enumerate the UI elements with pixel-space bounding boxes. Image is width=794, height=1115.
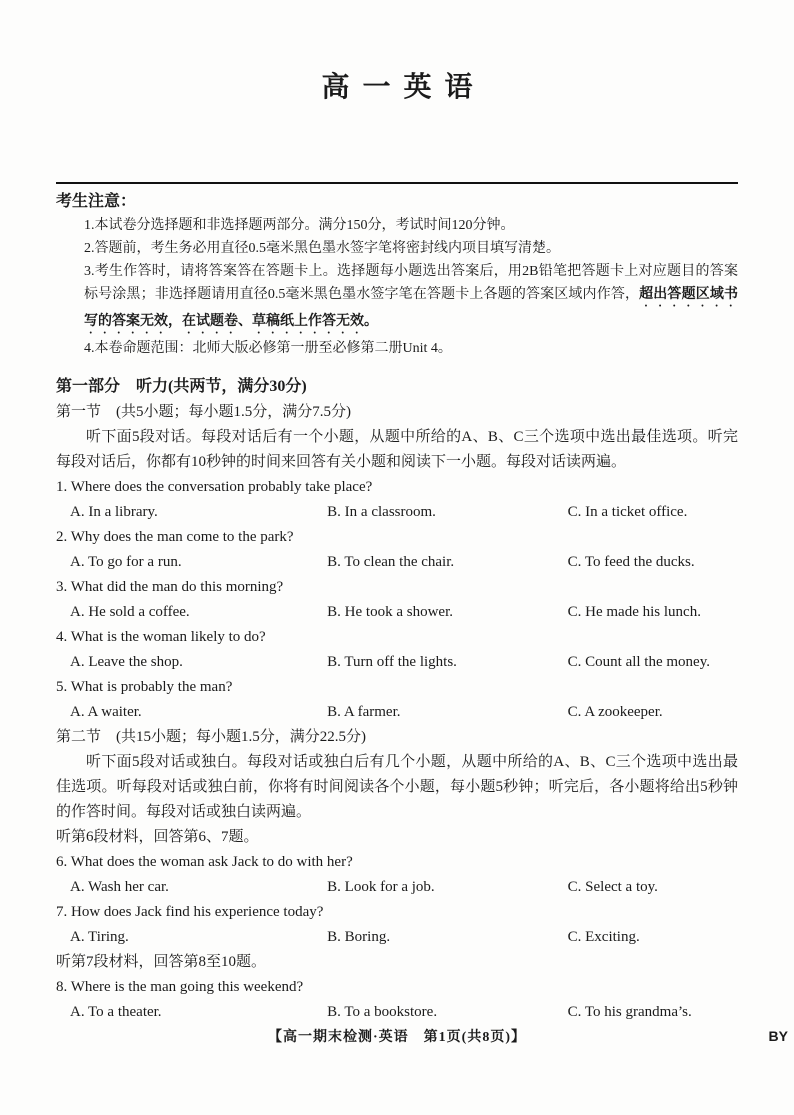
question-5-options — [56, 700, 738, 725]
notice-item-3-text: 3.考生作答时，请将答案答在答题卡上。选择题每小题选出答案后，用2B铅笔把答题卡上对应题目的答案标号涂黑；非选择题请用直径0.5毫米黑色墨水签字笔在答题卡上各题的答案区域内作答， — [84, 264, 738, 302]
question-6-option-b: B. Look for a job. — [327, 879, 435, 895]
question-6-option-a: A. Wash her car. — [70, 879, 169, 895]
question-7-option-c: C. Exciting. — [567, 929, 640, 945]
question-6 — [56, 850, 738, 900]
question-2-stem: 2. Why does the man come to the park? — [56, 529, 294, 545]
question-7 — [56, 900, 738, 950]
question-4-stem: 4. What is the woman likely to do? — [56, 629, 266, 645]
question-8-option-a: A. To a theater. — [70, 1004, 162, 1020]
question-2 — [56, 525, 738, 575]
question-6-stem: 6. What does the woman ask Jack to do with her? — [56, 854, 353, 870]
question-4-option-c: C. Count all the money. — [567, 654, 710, 670]
question-3-options — [56, 600, 738, 625]
question-8-options — [56, 1000, 738, 1025]
question-1-option-b: B. In a classroom. — [327, 504, 436, 520]
question-4-options — [56, 650, 738, 675]
question-5 — [56, 675, 738, 725]
notice-item-3-emphasis: 超出答题区域书写的答案无效，在试题卷、草稿纸上作答无效。 — [84, 287, 739, 329]
question-2-option-a: A. To go for a run. — [70, 554, 182, 570]
question-8 — [56, 975, 738, 1025]
question-8-option-c: C. To his grandma’s. — [567, 1004, 692, 1020]
question-3 — [56, 575, 738, 625]
question-1-stem: 1. Where does the conversation probably take place? — [56, 479, 373, 495]
notice-heading: 考生注意： — [56, 193, 137, 210]
notice-item-2: 2.答题前，考生务必用直径0.5毫米黑色墨水签字笔将密封线内项目填写清楚。 — [84, 241, 560, 256]
question-4-option-b: B. Turn off the lights. — [327, 654, 457, 670]
material-6-line: 听第6段材料，回答第6、7题。 — [56, 829, 259, 845]
material-7-line: 听第7段材料，回答第8至10题。 — [56, 954, 267, 970]
question-8-option-b: B. To a bookstore. — [327, 1004, 438, 1020]
footer-code: BY — [768, 1028, 788, 1044]
question-7-option-b: B. Boring. — [327, 929, 391, 945]
question-2-options — [56, 550, 738, 575]
notice-item-3 — [84, 260, 738, 337]
question-3-option-c: C. He made his lunch. — [567, 604, 701, 620]
question-1 — [56, 475, 738, 525]
section2-heading: 第二节 (共15小题；每小题1.5分，满分22.5分) — [56, 729, 366, 745]
part1-heading: 第一部分 听力(共两节，满分30分) — [56, 378, 307, 395]
question-7-option-a: A. Tiring. — [70, 929, 129, 945]
section2-instructions: 听下面5段对话或独白。每段对话或独白后有几个小题，从题中所给的A、B、C三个选项中选出最佳选项。听每段对话或独白前，你将有时间阅读各个小题，每小题5秒钟；听完后，各小题将给出5秒钟的作答时间。每段对话或独白读两遍。 — [56, 754, 738, 820]
question-2-option-c: C. To feed the ducks. — [567, 554, 695, 570]
question-5-option-c: C. A zookeeper. — [567, 704, 663, 720]
question-7-options — [56, 925, 738, 950]
question-3-option-a: A. He sold a coffee. — [70, 604, 190, 620]
notice-item-4: 4.本卷命题范围：北师大版必修第一册至必修第二册Unit 4。 — [84, 341, 452, 356]
question-5-stem: 5. What is probably the man? — [56, 679, 233, 695]
candidate-notice — [56, 182, 738, 360]
question-2-option-b: B. To clean the chair. — [327, 554, 455, 570]
question-6-option-c: C. Select a toy. — [567, 879, 658, 895]
question-5-option-b: B. A farmer. — [327, 704, 401, 720]
question-7-stem: 7. How does Jack find his experience today? — [56, 904, 324, 920]
exam-title: 高一英语 — [321, 72, 486, 103]
question-1-option-a: A. In a library. — [70, 504, 158, 520]
question-8-stem: 8. Where is the man going this weekend? — [56, 979, 304, 995]
question-5-option-a: A. A waiter. — [70, 704, 142, 720]
question-4 — [56, 625, 738, 675]
question-4-option-a: A. Leave the shop. — [70, 654, 183, 670]
section1-instructions: 听下面5段对话。每段对话后有一个小题，从题中所给的A、B、C三个选项中选出最佳选项。听完每段对话后，你都有10秒钟的时间来回答有关小题和阅读下一小题。每段对话读两遍。 — [56, 429, 738, 470]
section1-heading: 第一节 (共5小题；每小题1.5分，满分7.5分) — [56, 404, 351, 420]
question-1-options — [56, 500, 738, 525]
notice-item-1: 1.本试卷分选择题和非选择题两部分。满分150分，考试时间120分钟。 — [84, 218, 515, 233]
page-footer: 【高一期末检测·英语 第1页(共8页)】 — [268, 1030, 526, 1045]
question-3-option-b: B. He took a shower. — [327, 604, 453, 620]
question-1-option-c: C. In a ticket office. — [567, 504, 688, 520]
question-6-options — [56, 875, 738, 900]
question-3-stem: 3. What did the man do this morning? — [56, 579, 284, 595]
